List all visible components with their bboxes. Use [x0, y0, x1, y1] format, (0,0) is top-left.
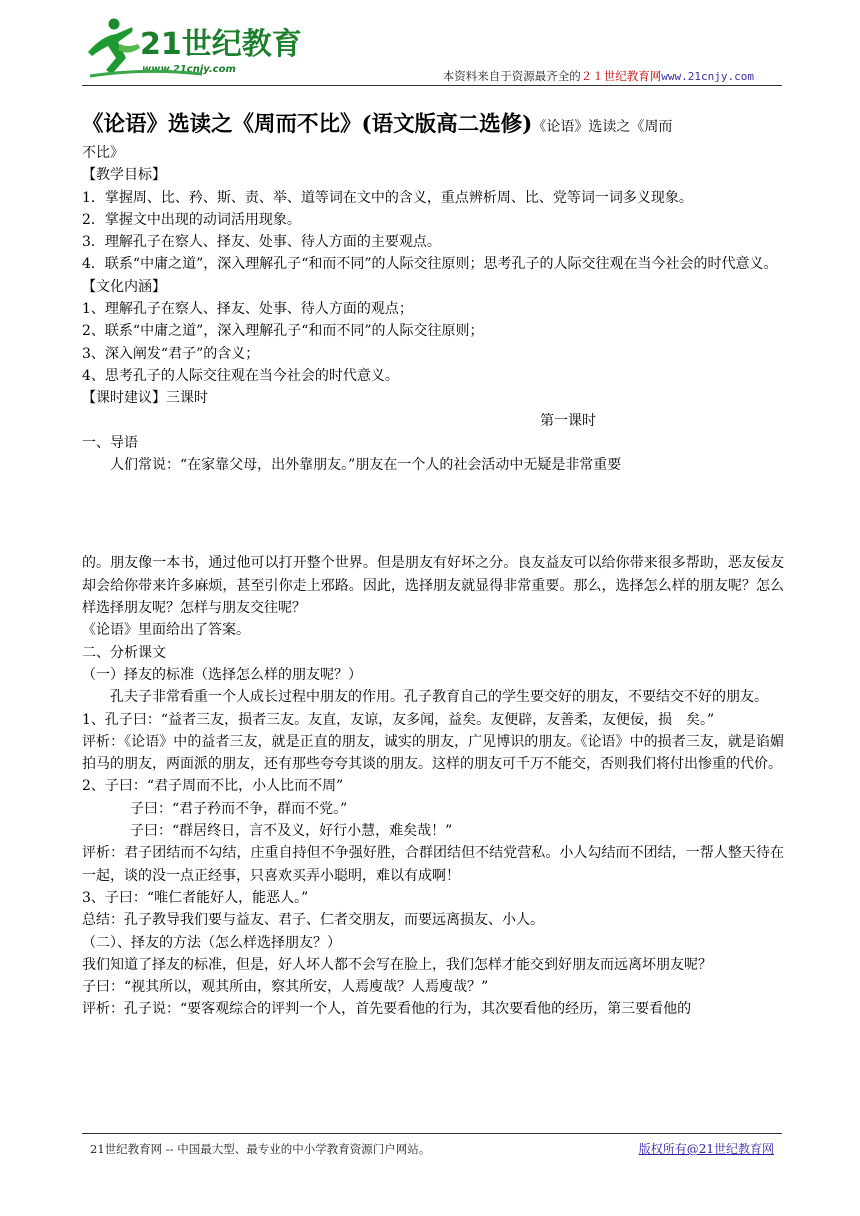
blank-space	[82, 476, 784, 552]
paragraph: 孔夫子非常看重一个人成长过程中朋友的作用。孔子教育自己的学生要交好的朋友，不要结交不好的朋友。	[110, 689, 768, 706]
paragraph: 我们知道了择友的标准，但是，好人坏人都不会写在脸上，我们怎样才能交到好朋友而远离坏朋友呢？	[82, 956, 712, 973]
paragraph: 1、理解孔子在察人、择友、处事、待人方面的观点；	[82, 301, 413, 318]
quote-line: 子曰：“君子矜而不争，群而不党。”	[130, 800, 348, 817]
section-heading: 二、分析课文	[82, 644, 166, 661]
header-note-site[interactable]: ２１世纪教育网	[580, 69, 662, 83]
logo-subtext: www.21cnjy.com	[142, 64, 236, 75]
paragraph: 1、孔子曰：“益者三友，损者三友。友直，友谅，友多闻，益矣。友便辟，友善柔，友便佞，损 矣。”	[82, 711, 715, 728]
lesson-heading: 第一课时	[540, 412, 596, 429]
footer-divider	[82, 1133, 782, 1134]
header-note-url[interactable]: www.21cnjy.com	[661, 70, 754, 83]
paragraph: 子曰：“视其所以，观其所由，察其所安，人焉廋哉？人焉廋哉？”	[82, 979, 489, 996]
paragraph: 的。朋友像一本书，通过他可以打开整个世界。但是朋友有好坏之分。良友益友可以给你带来很多帮助，恶友佞友却会给你带来许多麻烦，甚至引你走上邪路。因此，选择朋友就显得非常重要。那么，选择怎么样的朋友呢？怎么样选择朋友呢？怎样与朋友交往呢？	[82, 555, 784, 617]
section-heading: 【文化内涵】	[82, 278, 166, 295]
logo-text: 21世纪教育	[140, 27, 302, 62]
document-title	[82, 110, 784, 142]
header-note-prefix: 本资料来自于资源最齐全的	[442, 69, 581, 83]
paragraph: 4、思考孔子的人际交往观在当今社会的时代意义。	[82, 367, 399, 384]
paragraph: 2、联系“中庸之道”，深入理解孔子“和而不同”的人际交往原则；	[82, 323, 484, 340]
title-continuation: 不比》	[82, 145, 124, 161]
section-heading: 【课时建议】三课时	[82, 390, 208, 407]
paragraph: 3、深入阐发“君子”的含义；	[82, 345, 260, 362]
paragraph: 评析：《论语》中的益者三友，就是正直的朋友，诚实的朋友，广见博识的朋友。《论语》中的损者三友，就是谄媚拍马的朋友，两面派的朋友，还有那些夸夸其谈的朋友。这样的朋友可千万不能交，否则我们将付出惨重的代价。	[82, 733, 784, 773]
paragraph: 总结：孔子教导我们要与益友、君子、仁者交朋友，而要远离损友、小人。	[82, 912, 544, 929]
paragraph: 4．联系“中庸之道”，深入理解孔子“和而不同”的人际交往原则；思考孔子的人际交往观在当今社会的时代意义。	[82, 256, 778, 273]
paragraph: 3．理解孔子在察人、择友、处事、待人方面的主要观点。	[82, 234, 441, 251]
paragraph: 人们常说：“在家靠父母，出外靠朋友。”朋友在一个人的社会活动中无疑是非常重要	[110, 457, 622, 474]
page-header	[82, 14, 782, 84]
paragraph: 2、子曰：“君子周而不比，小人比而不周”	[82, 778, 344, 795]
paragraph: 评析：孔子说：“要客观综合的评判一个人，首先要看他的行为，其次要看他的经历，第三要看他的	[82, 1001, 692, 1018]
title-main: 《论语》选读之《周而不比》(语文版高二选修)	[82, 112, 533, 137]
paragraph: 评析：君子团结而不勾结，庄重自持但不争强好胜，合群团结但不结党营私。小人勾结而不团结，一帮人整天待在一起，谈的没一点正经事，只喜欢买弄小聪明，难以有成啊！	[82, 845, 784, 884]
paragraph: 1．掌握周、比、矜、斯、责、举、道等词在文中的含义，重点辨析周、比、党等词一词多义现象。	[82, 189, 693, 206]
copyright-link[interactable]: 版权所有@21世纪教育网	[638, 1142, 774, 1156]
document-body	[82, 110, 784, 1021]
section-heading: 【教学目标】	[82, 167, 166, 184]
header-note	[443, 68, 754, 84]
subsection-heading: （一）择友的标准（选择怎么样的朋友呢？）	[82, 666, 362, 683]
paragraph: 《论语》里面给出了答案。	[82, 622, 250, 639]
header-divider	[82, 85, 782, 86]
footer-text: 21世纪教育网 -- 中国最大型、最专业的中小学教育资源门户网站。	[90, 1142, 431, 1156]
site-logo[interactable]	[82, 14, 302, 82]
subsection-heading: （二）、择友的方法（怎么样选择朋友？）	[82, 934, 341, 951]
paragraph: 2．掌握文中出现的动词活用现象。	[82, 211, 301, 228]
section-heading: 一、导语	[82, 434, 138, 451]
title-tail: 《论语》选读之《周而	[532, 119, 673, 135]
paragraph: 3、子曰：“唯仁者能好人，能恶人。”	[82, 889, 309, 906]
quote-line: 子曰：“群居终日，言不及义，好行小慧，难矣哉！”	[130, 823, 453, 840]
